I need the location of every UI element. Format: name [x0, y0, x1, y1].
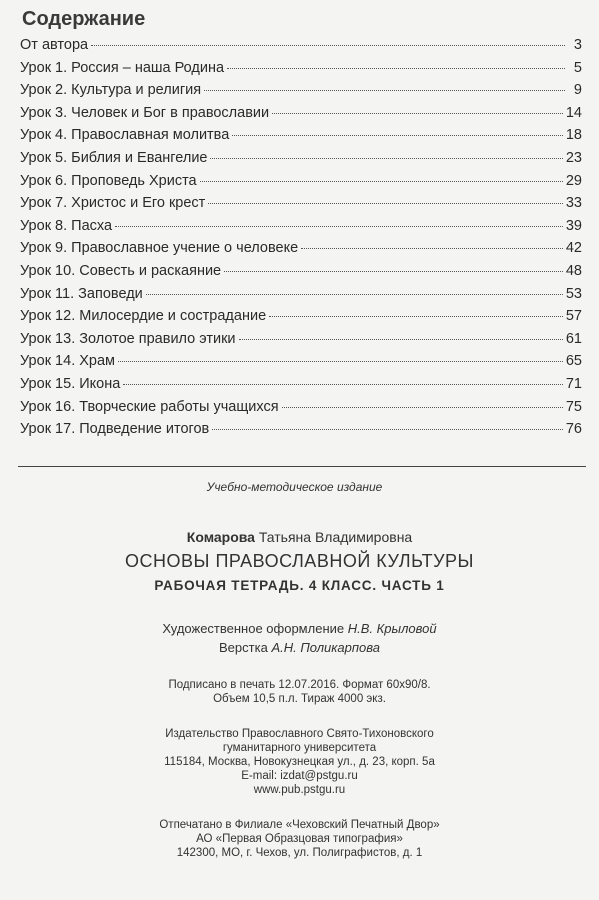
toc-row [20, 127, 582, 150]
print-details [0, 678, 599, 706]
art-credit-name: Н.В. Крыловой [347, 621, 437, 636]
toc-page-number: 42 [565, 240, 582, 257]
toc-label: Урок 12. Милосердие и сострадание [20, 308, 267, 325]
toc-leader-dots [208, 203, 563, 204]
toc-label: От автора [20, 37, 89, 53]
layout-credit-label: Верстка [219, 640, 268, 655]
toc-label: Урок 14. Храм [20, 353, 116, 370]
toc-leader-dots [239, 339, 563, 340]
toc-label: Урок 3. Человек и Бог в православии [20, 104, 270, 121]
toc-leader-dots [146, 294, 563, 295]
book-subtitle: РАБОЧАЯ ТЕТРАДЬ. 4 КЛАСС. ЧАСТЬ 1 [154, 578, 445, 593]
section-divider [18, 466, 586, 467]
toc-leader-dots [224, 271, 563, 272]
author-line [0, 529, 599, 545]
toc-row [20, 421, 582, 444]
toc-page-number: 3 [573, 37, 582, 53]
toc-leader-dots [91, 45, 565, 46]
toc-label: Урок 9. Православное учение о человеке [20, 240, 299, 257]
toc-label: Урок 1. Россия – наша Родина [20, 59, 225, 76]
layout-credit [0, 638, 599, 657]
table-of-contents [20, 37, 582, 444]
toc-page-number: 9 [573, 82, 582, 99]
toc-leader-dots [212, 429, 563, 430]
toc-leader-dots [123, 384, 563, 385]
author-given-names: Татьяна Владимировна [258, 529, 413, 545]
toc-page-number: 23 [565, 149, 582, 166]
book-title: ОСНОВЫ ПРАВОСЛАВНОЙ КУЛЬТУРЫ [125, 551, 474, 571]
toc-page-number: 61 [565, 330, 582, 347]
layout-credit-name: А.Н. Поликарпова [271, 640, 380, 655]
toc-leader-dots [232, 135, 563, 136]
toc-row [20, 308, 582, 331]
toc-row [20, 353, 582, 376]
toc-leader-dots [200, 181, 563, 182]
toc-label: Урок 8. Пасха [20, 217, 113, 234]
toc-page-number: 65 [565, 353, 582, 370]
toc-page-number: 5 [573, 59, 582, 76]
toc-leader-dots [269, 316, 563, 317]
art-credit-label: Художественное оформление [162, 621, 345, 636]
publisher-line: 115184, Москва, Новокузнецкая ул., д. 23, корп. 5а [164, 756, 435, 768]
toc-page-number: 14 [565, 104, 582, 121]
printer-details [0, 818, 599, 860]
toc-page-number: 48 [565, 262, 582, 279]
toc-page-number: 39 [565, 217, 582, 234]
toc-row [20, 173, 582, 196]
toc-leader-dots [204, 90, 565, 91]
toc-page-number: 53 [565, 285, 582, 302]
toc-row [20, 263, 582, 286]
toc-page-number: 18 [565, 127, 582, 144]
toc-row [20, 331, 582, 354]
toc-page-number: 75 [565, 398, 582, 415]
toc-row [20, 195, 582, 218]
toc-page-number: 29 [565, 172, 582, 189]
toc-leader-dots [272, 113, 563, 114]
toc-label: Урок 11. Заповеди [20, 285, 143, 302]
toc-label: Урок 7. Христос и Его крест [20, 195, 206, 212]
toc-row [20, 376, 582, 399]
toc-page-number: 71 [565, 375, 582, 392]
imprint-section [0, 480, 599, 860]
printer-line: 142300, МО, г. Чехов, ул. Полиграфистов, д. 1 [176, 847, 423, 859]
toc-row [20, 240, 582, 263]
art-credit [0, 619, 599, 638]
toc-label: Урок 5. Библия и Евангелие [20, 149, 208, 166]
toc-label: Урок 16. Творческие работы учащихся [20, 398, 279, 415]
toc-leader-dots [227, 68, 565, 69]
credits [0, 619, 599, 657]
toc-title: Содержание [22, 8, 146, 30]
author-surname: Комарова [186, 529, 255, 545]
publisher-line: Издательство Православного Свято-Тихоновского [165, 728, 434, 740]
toc-page-number: 57 [565, 308, 582, 325]
toc-label: Урок 4. Православная молитва [20, 127, 230, 144]
toc-label: Урок 10. Совесть и раскаяние [20, 262, 222, 279]
publisher-email: E-mail: izdat@pstgu.ru [241, 770, 358, 782]
printer-line: Отпечатано в Филиале «Чеховский Печатный Двор» [159, 819, 440, 831]
toc-row [20, 399, 582, 422]
print-line: Подписано в печать 12.07.2016. Формат 60х90/8. [168, 679, 431, 691]
toc-label: Урок 15. Икона [20, 375, 121, 392]
toc-page-number: 33 [565, 195, 582, 212]
toc-leader-dots [118, 361, 563, 362]
toc-label: Урок 13. Золотое правило этики [20, 330, 236, 347]
toc-leader-dots [301, 248, 563, 249]
toc-row [20, 60, 582, 83]
edition-type: Учебно-методическое издание [206, 480, 383, 494]
toc-leader-dots [282, 407, 563, 408]
publisher-website: www.pub.pstgu.ru [253, 784, 346, 796]
toc-row [20, 37, 582, 60]
toc-row [20, 286, 582, 309]
toc-label: Урок 2. Культура и религия [20, 82, 202, 99]
toc-leader-dots [115, 226, 563, 227]
toc-label: Урок 6. Проповедь Христа [20, 172, 197, 189]
toc-row [20, 218, 582, 241]
print-line: Объем 10,5 п.л. Тираж 4000 экз. [213, 693, 386, 705]
printer-line: АО «Первая Образцовая типография» [196, 833, 403, 845]
toc-label: Урок 17. Подведение итогов [20, 421, 210, 438]
toc-page-number: 76 [565, 421, 582, 438]
toc-row [20, 150, 582, 173]
publisher-details [0, 727, 599, 797]
toc-leader-dots [210, 158, 562, 159]
toc-row [20, 82, 582, 105]
publisher-line: гуманитарного университета [222, 742, 377, 754]
toc-row [20, 105, 582, 128]
